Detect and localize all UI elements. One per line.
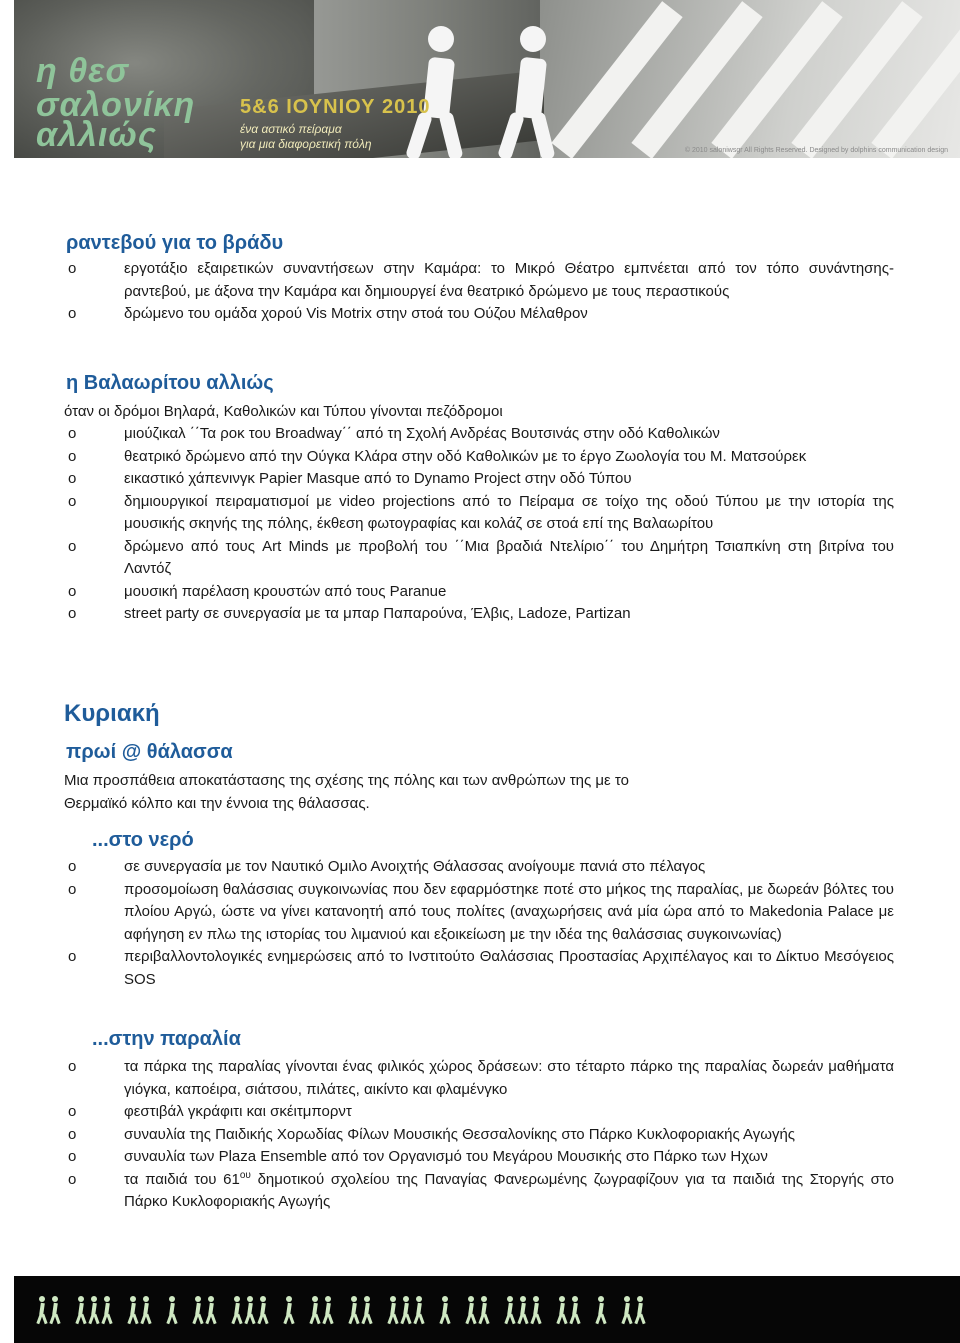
bullet-icon: o [68, 425, 77, 442]
walker-icon [192, 1296, 204, 1324]
walker-group [504, 1296, 542, 1324]
walker-group [75, 1296, 113, 1324]
bullet-icon: o [68, 1148, 77, 1165]
bullet-icon: o [68, 260, 77, 277]
list-item: o μιούζικαλ ΄΄Τα ροκ του Broadway΄΄ από τη Σχολή Ανδρέας Βουτσινάς στην οδό Καθολικών [64, 423, 894, 446]
bullet-icon: o [68, 1125, 77, 1143]
footer-strip [14, 1276, 960, 1343]
walker-icon [517, 1296, 529, 1324]
walker-group [621, 1296, 646, 1324]
list-item: o φεστιβάλ γκράφιτι και σκέιτμπορντ [64, 1101, 894, 1124]
bullet-icon: o [68, 1058, 77, 1075]
walker-group [439, 1296, 451, 1324]
walker-icon [231, 1296, 243, 1324]
list-item: o μουσική παρέλαση κρουστών από τους Paranue [64, 581, 894, 604]
list-item: o street party σε συνεργασία με τα μπαρ Παπαρούνα, Έλβις, Ladoze, Partizan [64, 603, 894, 626]
walker-icon [478, 1296, 490, 1324]
walker-icon [88, 1296, 100, 1324]
list-item: o θεατρικό δρώμενο από την Ούγκα Κλάρα στην οδό Καθολικών με το έργο Ζωολογία του Μ. Ματσούρεκ [64, 446, 894, 469]
walker-icon [244, 1296, 256, 1324]
walker-group [348, 1296, 373, 1324]
bullet-icon: o [68, 948, 77, 965]
list-item: o σε συνεργασία με τον Ναυτικό Ομιλο Ανοιχτής Θάλασσας ανοίγουμε πανιά στο πέλαγος [64, 856, 894, 879]
section-heading-morning-sea: πρωί @ θάλασσα [66, 741, 233, 763]
sunday-intro: Μια προσπάθεια αποκατάστασης της σχέσης της πόλης και των ανθρώπων της με το Θερμαϊκό κόλπο και την έννοια της θάλασσας. [64, 772, 629, 812]
list-item: o προσομοίωση θαλάσσιας συγκοινωνίας που δεν εφαρμόστηκε ποτέ στο μήκος της παραλίας, με δωρεάν βόλτες του πλοίου Αργώ, ώστε να γίνει κατανοητή από τους πολίτες (αναχωρήσεις ανά μία ώρα από το Makedonia Palace με αφήγηση εν πλω της ιστορίας του λιμανιού και εξοικείωση με την ιδέα της θαλάσσιας συγκοινωνίας) [68, 880, 894, 943]
walker-icon [348, 1296, 360, 1324]
walker-icon [140, 1296, 152, 1324]
logo-line: αλλιώς [36, 116, 157, 154]
section-heading-water: ...στο νερό [92, 829, 194, 851]
list-item: o εργοτάξιο εξαιρετικών συναντήσεων στην Καμάρα: το Μικρό Θέατρο εμπνέεται από τον τόπο συνάντησης-ραντεβού, με άξονα την Καμάρα και δημιουργεί ένα θεατρικό δρώμενο με τους περαστικούς [68, 260, 894, 300]
walker-icon [75, 1296, 87, 1324]
pedestrian-figure-icon [398, 26, 478, 158]
list-item: o εικαστικό χάπενινγκ Papier Masque από το Dynamo Project στην οδό Τύπου [64, 468, 894, 491]
walker-group [283, 1296, 295, 1324]
day-heading-sunday: Κυριακή [64, 700, 160, 727]
logo-line: η θεσ [36, 52, 130, 90]
walker-icon [322, 1296, 334, 1324]
bullet-icon: o [68, 858, 77, 875]
walker-group [309, 1296, 334, 1324]
walker-group [387, 1296, 425, 1324]
walker-group [231, 1296, 269, 1324]
bullet-icon: o [68, 1103, 77, 1120]
walker-icon [36, 1296, 48, 1324]
bullet-icon: o [68, 492, 77, 510]
beach-list [64, 1056, 894, 1214]
walker-icon [49, 1296, 61, 1324]
list-item: o περιβαλλοντολογικές ενημερώσεις από το Ινστιτούτο Θαλάσσιας Προστασίας Αρχιπέλαγος και το Δίκτυο Μεσόγειος SOS [68, 948, 894, 988]
list-item: o δρώμενο του ομάδα χορού Vis Motrix στην στοά του Ούζου Μέλαθρον [64, 303, 894, 326]
bullet-icon: o [68, 582, 77, 600]
walker-icon [205, 1296, 217, 1324]
walker-icon [556, 1296, 568, 1324]
event-date: 5&6 ΙΟΥΝΙΟΥ 2010 [240, 96, 431, 118]
walker-icon [504, 1296, 516, 1324]
list-item: o τα πάρκα της παραλίας γίνονται ένας φιλικός χώρος δράσεων: στο τέταρτο πάρκο της παραλίας δωρεάν μαθήματα γιόγκα, καποέιρα, σιάτσου, πιλάτες, αικίντο και φλαμένγκο [68, 1058, 894, 1098]
banner-tagline: για μια διαφορετική πόλη [240, 137, 372, 151]
section-intro: όταν οι δρόμοι Βηλαρά, Καθολικών και Τύπου γίνονται πεζόδρομοι [64, 403, 503, 420]
walker-group [192, 1296, 217, 1324]
logo-line: σαλονίκη [36, 86, 196, 124]
list-item: o δρώμενο από τους Art Minds με προβολή του ΄΄Μια βραδιά Ντελίριο΄΄ του Δημήτρη Τσιαπκίνη στη βιτρίνα του Λαντόζ [68, 537, 894, 577]
list-item: o δημιουργικοί πειραματισμοί με video projections από το Πείραμα σε τοίχο της οδού Τύπου με την ιστορία της μουσικής σκηνής της πόλης, έκθεση φωτογραφίας και κολάζ σε στοά επί της Βαλαωρίτου [68, 492, 894, 532]
walker-icon [309, 1296, 321, 1324]
walker-icon [465, 1296, 477, 1324]
banner-credit: © 2010 saloniwsgr All Rights Reserved. Designed by dolphins communication design [684, 147, 948, 154]
walker-group [465, 1296, 490, 1324]
section-heading-beach: ...στην παραλία [92, 1028, 241, 1050]
bullet-icon: o [68, 447, 77, 465]
walker-group [127, 1296, 152, 1324]
section-heading-valaoritou: η Βαλαωρίτου αλλιώς [66, 372, 274, 394]
evening-list [64, 258, 894, 326]
walker-icon [439, 1296, 451, 1324]
bullet-icon: o [68, 880, 77, 898]
walker-icon [361, 1296, 373, 1324]
bullet-icon: o [68, 1170, 77, 1188]
walker-icon [257, 1296, 269, 1324]
section-heading-evening: ραντεβού για το βράδυ [66, 232, 284, 254]
list-item: o συναυλία των Plaza Ensemble από τον Οργανισμό του Μεγάρου Μουσικής στο Πάρκο των Ηχων [64, 1146, 894, 1169]
walker-icon [387, 1296, 399, 1324]
bullet-icon: o [68, 305, 77, 322]
walker-icon [283, 1296, 295, 1324]
walker-icon [569, 1296, 581, 1324]
list-item: o τα παιδιά του $61^{o\upsilon}$ δημοτικού σχολείου της Παναγίας Φανερωμένης ζωγραφίζουν για τα παιδιά της Στοργής στο Πάρκο Κυκλοφοριακής Αγωγής [68, 1169, 894, 1210]
bullet-icon: o [68, 605, 77, 622]
walker-group [166, 1296, 178, 1324]
walker-icon [166, 1296, 178, 1324]
pedestrian-pattern [36, 1290, 946, 1324]
walker-icon [400, 1296, 412, 1324]
walker-group [556, 1296, 581, 1324]
walker-icon [595, 1296, 607, 1324]
walker-icon [127, 1296, 139, 1324]
walker-icon [413, 1296, 425, 1324]
pedestrian-figure-icon [490, 26, 570, 158]
walker-icon [621, 1296, 633, 1324]
walker-group [36, 1296, 61, 1324]
bullet-icon: o [68, 470, 77, 487]
water-list [64, 856, 894, 991]
list-item: o συναυλία της Παιδικής Χορωδίας Φίλων Μουσικής Θεσσαλονίκης στο Πάρκο Κυκλοφοριακής Αγωγής [64, 1124, 894, 1147]
valaoritou-list [64, 423, 894, 626]
walker-icon [634, 1296, 646, 1324]
walker-group [595, 1296, 607, 1324]
walker-icon [530, 1296, 542, 1324]
header-banner [14, 0, 960, 158]
bullet-icon: o [68, 537, 77, 555]
banner-tagline: ένα αστικό πείραμα [240, 122, 342, 136]
walker-icon [101, 1296, 113, 1324]
